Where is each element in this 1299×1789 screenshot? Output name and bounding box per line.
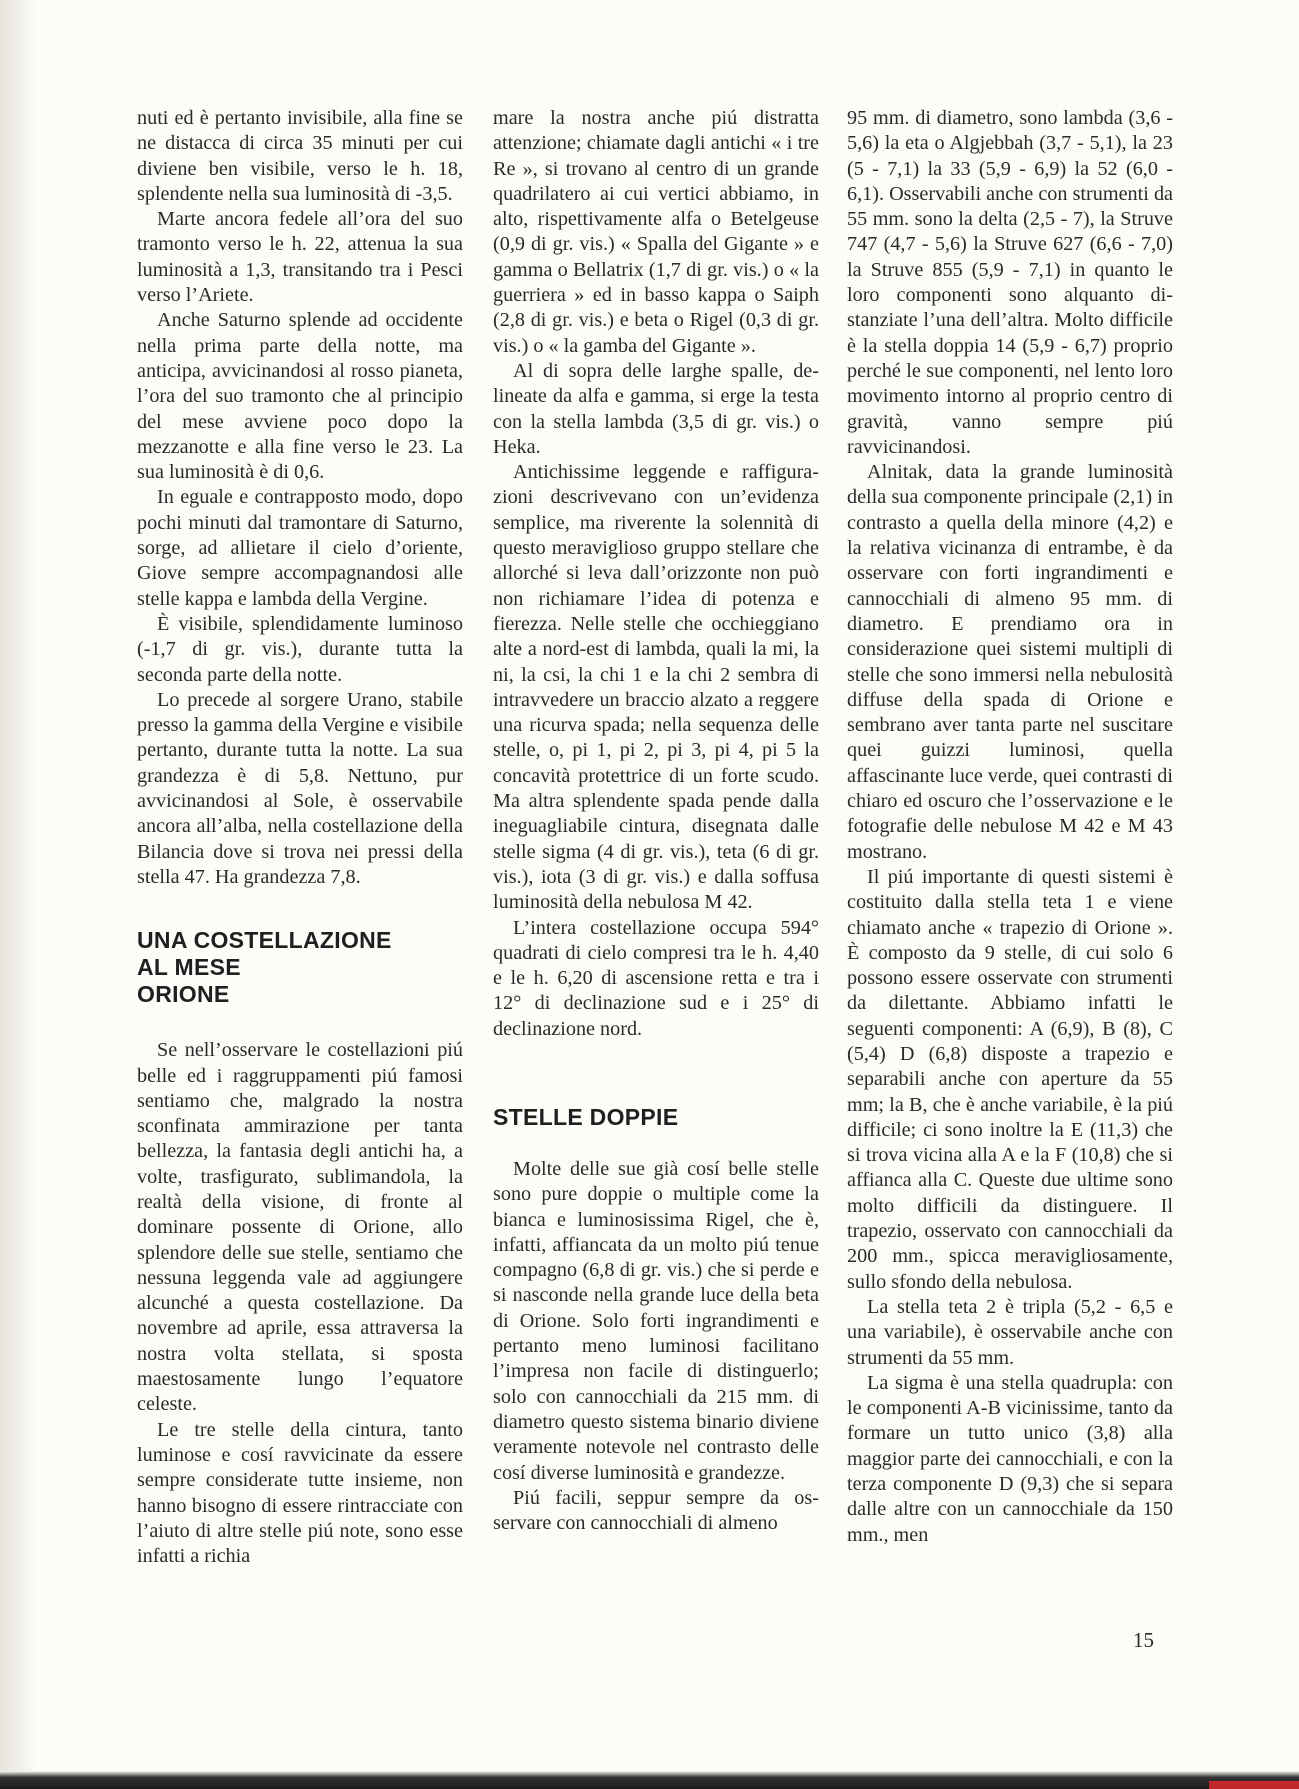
section-heading-line: UNA COSTELLAZIONE <box>137 927 392 954</box>
paragraph: Molte delle sue già cosí belle stelle sono pure doppie o multiple come la bianca e luminosissima Rigel, che è, infatti, affiancata da un molto piú tenue compagno (6,8 di gr. vis.) che si perde e si nasconde nella grande luce della beta di Orione. Solo forti ingrandimenti e pertanto meno luminosi facilitano l’impresa non facile di distinguerlo; solo con cannocchiali da 215 mm. di diametro questo sistema binario diviene veramente notevole nel contrasto delle cosí diverse luminosità e grandezze. <box>493 1157 819 1484</box>
paragraph: Le tre stelle della cintura, tanto luminose e cosí ravvicinate da essere sempre considerate tutte insieme, non hanno bisogno di essere rintracciate con l’aiuto di altre stelle piú note, sono esse infatti a richia <box>137 1418 463 1568</box>
section-heading-line: ORIONE <box>137 981 230 1008</box>
paragraph: Il piú importante di questi sistemi è costituito dalla stella teta 1 e viene chiamato anche « trapezio di Orione ». È composto da 9 stelle, di cui solo 6 possono essere osservate con strumenti da dilettante. Abbiamo infatti le seguenti componenti: A (6,9), B (8), C (5,4) D (6,8) disposte a trapezio e separabili anche con aperture da 55 mm; la B, che è anche variabile, è la piú difficile; ci sono inoltre la E (11,3) che si trova vicina alla A e la F (10,8) che si affianca alla C. Queste due ultime sono molto difficili da distinguere. Il trapezio, osservato con cannocchiali da 200 mm., spicca meravigliosamente, sullo sfondo della nebulosa. <box>847 865 1173 1293</box>
section-heading-line: STELLE DOPPIE <box>493 1103 679 1130</box>
section-heading <box>137 927 463 1008</box>
section-heading <box>493 1104 819 1131</box>
section-heading-line: AL MESE <box>137 954 241 981</box>
paragraph: mare la nostra anche piú distratta attenzione; chiamate dagli antichi « i tre Re », si trovano al centro di un grande quadrilatero ai cui vertici abbiamo, in alto, rispettivamente alfa o Betelgeuse (0,9 di gr. vis.) « Spalla del Gigante » e gamma o Bellatrix (1,7 di gr. vis.) o « la guerriera » ed in basso kappa o Saiph (2,8 di gr. vis.) e beta o Rigel (0,3 di gr. vis.) o « la gamba del Gigante ». <box>493 107 819 357</box>
page-binding-shadow <box>0 0 38 1789</box>
paragraph: L’intera costellazione occupa 594° quadrati di cielo compresi tra le h. 4,40 e le h. 6,20 di ascensione retta e tra i 12° di declinazione sud e i 25° di declinazione nord. <box>493 916 819 1040</box>
paragraph: La sigma è una stella quadrupla: con le componenti A-B vicinissime, tanto da formare un tutto unico (3,8) alla maggior parte dei cannocchiali, e con la terza componente D (9,3) che si separa dalle altre con un cannocchiale da 150 mm., men <box>847 1371 1173 1546</box>
paragraph: Lo precede al sorgere Urano, stabile presso la gamma della Vergine e visibile pertanto, durante tutta la notte. La sua grandezza è di 5,8. Nettuno, pur avvicinandosi al Sole, è osservabile ancora all’alba, nella costellazione della Bilancia dove si trova nei pressi della stella 47. Ha grandezza 7,8. <box>137 688 463 888</box>
paragraph: Se nell’osservare le costellazioni piú belle ed i raggruppamenti piú famosi sentiamo che, malgrado la nostra sconfinata ammirazione per tanta bellezza, la fantasia degli antichi ha, a volte, trasfigurato, sublimandola, la realtà della visione, di fronte al dominare possente di Orione, allo splendore delle sue stelle, sentiamo che nessuna leggenda vale ad aggiungere alcunché a questa costellazione. Da novembre ad aprile, essa attraversa la nostra volta stellata, si sposta maestosamente lungo l’equatore celeste. <box>137 1039 463 1416</box>
scan-bottom-edge <box>0 1771 1299 1789</box>
paragraph: La stella teta 2 è tripla (5,2 - 6,5 e una variabile), è osservabile anche con strumenti da 55 mm. <box>847 1295 1173 1369</box>
paragraph: Piú facili, seppur sempre da osservare con cannocchiali di almeno <box>493 1486 819 1535</box>
text-column-1 <box>137 106 463 1569</box>
paragraph: È visibile, splendidamente luminoso (-1,7 di gr. vis.), durante tutta la seconda parte della notte. <box>137 612 463 686</box>
page-number: 15 <box>1133 1628 1154 1652</box>
paragraph: Anche Saturno splende ad occidente nella prima parte della notte, ma anticipa, avvicinandosi al rosso pianeta, l’ora del suo tramonto che al principio del mese avviene poco dopo la mezzanotte e alla fine verso le 23. La sua luminosità è di 0,6. <box>137 309 463 484</box>
paragraph: Antichissime leggende e raffigurazioni descrivevano con un’evidenza semplice, ma riverente la solennità di questo meraviglioso gruppo stellare che allorché si leva dall’orizzonte non può non richiamare l’idea di potenza e fierezza. Nelle stelle che occhieggiano alte a nord-est di lambda, quali la mi, la ni, la csi, la chi 1 e la chi 2 sembra di intravvedere un braccio alzato a reggere una ricurva spada; nella sequenza delle stelle, o, pi 1, pi 2, pi 3, pi 4, pi 5 la concavità protettrice di un forte scudo. Ma altra splendente spada pende dalla ineguagliabile cintura, disegnata dalle stelle sigma (4 di gr. vis.), teta (6 di gr. vis.), iota (3 di gr. vis.) e dalla soffusa luminosità della nebulosa M 42. <box>493 461 819 914</box>
text-column-3 <box>847 106 1173 1548</box>
paragraph: Marte ancora fedele all’ora del suo tramonto verso le h. 22, attenua la sua luminosità a 1,3, transitando tra i Pesci verso l’Ariete. <box>137 208 463 307</box>
paragraph: Alnitak, data la grande luminosità della sua componente principale (2,1) in contrasto a quella della minore (4,2) e la relativa vicinanza di entrambe, è da osservare con forti ingrandimenti e cannocchiali di almeno 95 mm. di diametro. E prendiamo ora in considerazione quei sistemi multipli di stelle che sono immersi nella nebulosità diffuse della spada di Orione e sembrano aver tanta parte nel suscitare quei guizzi luminosi, quella affascinante luce verde, quei contrasti di chiaro ed oscuro che l’osservazione e le fotografie delle nebulose M 42 e M 43 mostrano. <box>847 461 1173 863</box>
paragraph: nuti ed è pertanto invisibile, alla fine se ne distacca di circa 35 minuti per cui diviene ben visibile, verso le h. 18, splendente nella sua luminosità di -3,5. <box>137 107 463 205</box>
paragraph: In eguale e contrapposto modo, dopo pochi minuti dal tramontare di Saturno, sorge, ad allietare il cielo d’oriente, Giove sempre accompagnandosi alle stelle kappa e lambda della Vergine. <box>137 486 463 610</box>
cover-red-edge <box>1209 1781 1299 1789</box>
text-column-2 <box>493 106 819 1536</box>
paragraph: 95 mm. di diametro, sono lambda (3,6 - 5,6) la eta o Algjebbah (3,7 - 5,1), la 23 (5 - 7,1) la 33 (5,9 - 6,9) la 52 (6,0 - 6,1). Osservabili anche con strumenti da 55 mm. sono la delta (2,5 - 7), la Struve 747 (4,7 - 5,6) la Struve 627 (6,6 - 7,0) la Struve 855 (5,9 - 7,1) in quanto le loro componenti sono alquanto distanziate l’una dell’altra. Molto difficile è la stella doppia 14 (5,9 - 6,7) proprio perché le sue componenti, nel lento loro movimento intorno al proprio centro di gravità, vanno sempre piú ravvicinandosi. <box>847 107 1173 458</box>
paragraph: Al di sopra delle larghe spalle, delineate da alfa e gamma, si erge la testa con la stella lambda (3,5 di gr. vis.) o Heka. <box>493 359 819 458</box>
